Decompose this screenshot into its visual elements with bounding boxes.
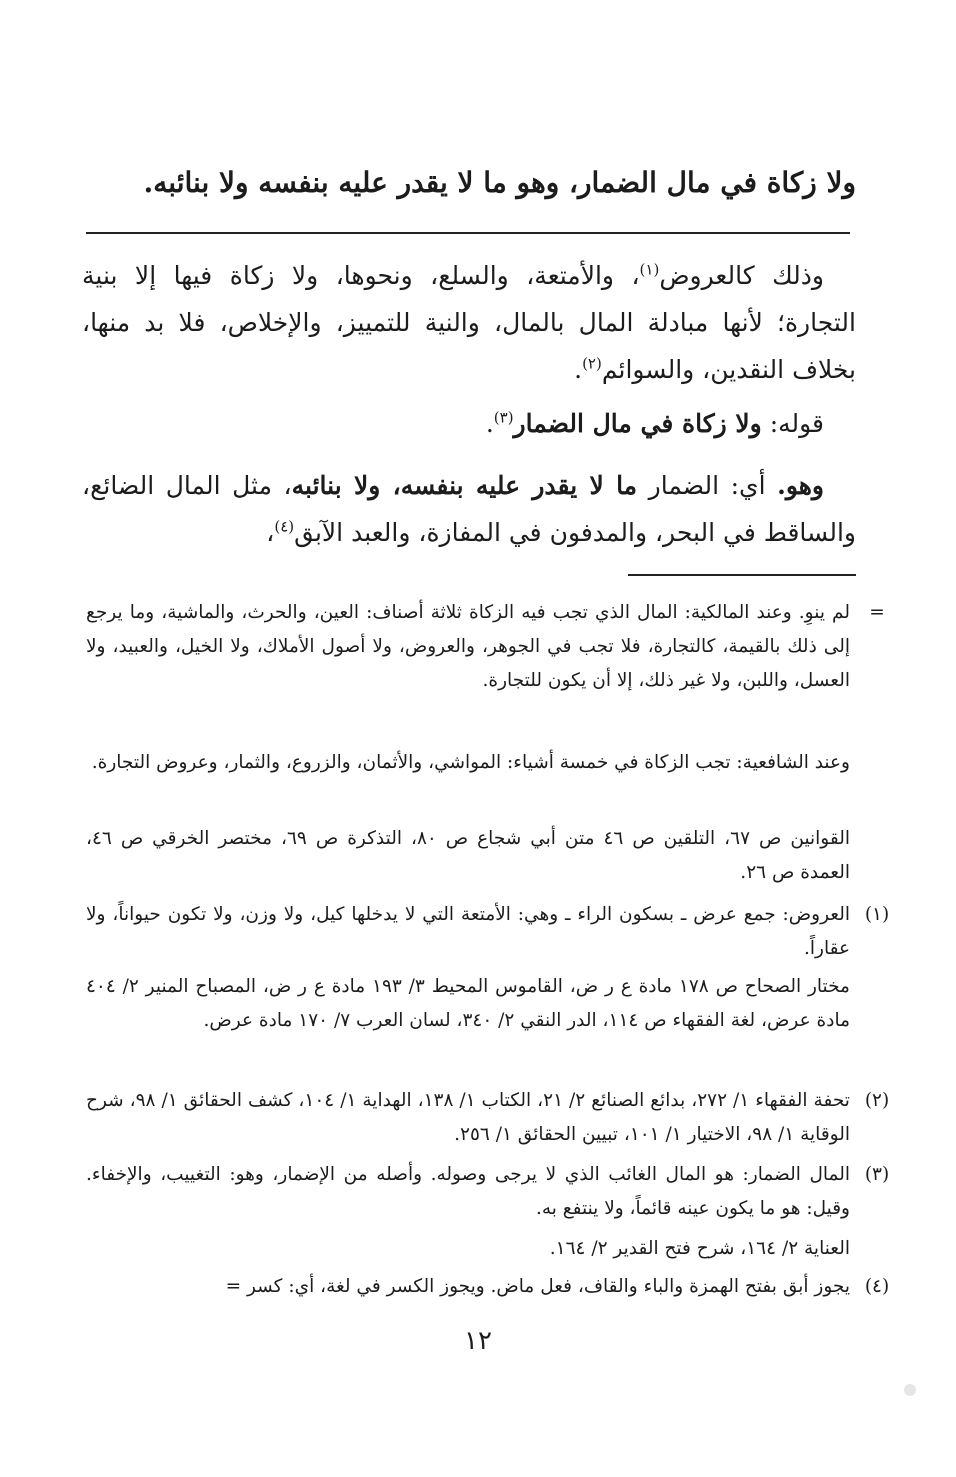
- continuation-mark: =: [869, 602, 885, 623]
- footnote-continuation-3: [86, 822, 850, 890]
- footnote-text: القوانين ص ٦٧، التلقين ص ٤٦ متن أبي شجاع ص ٨٠، التذكرة ص ٦٩، مختصر الخرقي ص ٤٦، العمدة ص ٢٦.: [86, 828, 851, 883]
- footnote-ref-4[interactable]: (٤): [274, 517, 295, 536]
- commentary-body-3: [82, 462, 856, 556]
- paragraph-text: ، مثل المال الضائع، والساقط في البحر، والمدفون في المفازة، والعبد الآبق: [82, 471, 856, 547]
- footnote-text: المال الضمار: هو المال الغائب الذي لا يرجى وصوله. وأصله من الإضمار، وهو: التغييب، والإخفاء. وقيل: هو ما يكون عينه قائماً، ولا ينتفع به.: [86, 1164, 850, 1219]
- footnote-text: لم ينوِ. وعند المالكية: المال الذي تجب فيه الزكاة ثلاثة أصناف: العين، والحرث، والماشية، وما يرجع إلى ذلك بالقيمة، كالتجارة، فلا تجب في الجوهر، والعروض، ولا أصول الأملاك، ولا الخيل، والعبيد، ولا العسل، واللبن، ولا غير ذلك، إلا أن يكون للتجارة.: [86, 602, 850, 691]
- footnote-3: [86, 1158, 890, 1226]
- commentary-paragraph-1: [82, 252, 856, 393]
- footnote-number: (٤): [864, 1276, 890, 1297]
- footnote-text: وعند الشافعية: تجب الزكاة في خمسة أشياء: المواشي، والأثمان، والزروع، والثمار، وعروض التجارة.: [91, 752, 850, 773]
- footnote-text: يجوز أبق بفتح الهمزة والباء والقاف، فعل ماض. ويجوز الكسر في لغة، أي: كسر =: [225, 1276, 850, 1297]
- paragraph-text: ، والأمتعة، والسلع، ونحوها، ولا زكاة فيها إلا بنية التجارة؛ لأنها مبادلة المال بالمال، والنية للتمييز، والإخلاص، فلا بد منها، بخلاف النقدين، والسوائم: [82, 261, 856, 384]
- footnote-number: (٢): [864, 1090, 890, 1111]
- footnote-4: [86, 1270, 890, 1304]
- paragraph-text: وذلك كالعروض: [659, 261, 824, 290]
- footnote-number: (١): [864, 904, 890, 925]
- paragraph-text: .: [574, 355, 583, 384]
- commentary-paragraph-2: [82, 400, 856, 447]
- footnote-1-sources: [86, 970, 850, 1038]
- matn-divider: [86, 232, 850, 234]
- footnote-ref-2[interactable]: (٢): [582, 354, 602, 373]
- footnote-3-sources: [86, 1232, 850, 1266]
- commentary-body: [82, 252, 856, 393]
- commentary-paragraph-3: [82, 462, 856, 556]
- matn-heading: ولا زكاة في مال الضمار، وهو ما لا يقدر عليه بنفسه ولا بنائبه.: [143, 166, 856, 199]
- footnote-text: مختار الصحاح ص ١٧٨ مادة ع ر ض، القاموس المحيط ٣/ ١٩٣ مادة ع ر ض، المصباح المنير ٢/ ٤٠٤ مادة عرض، لغة الفقهاء ص ١١٤، الدر النقي ٢/ ٣٤٠، لسان العرب ٧/ ١٧٠ مادة عرض.: [86, 976, 850, 1031]
- commentary-body-2: [82, 400, 856, 447]
- footnote-2: [86, 1084, 890, 1152]
- footnote-text: تحفة الفقهاء ١/ ٢٧٢، بدائع الصنائع ٢/ ٢١، الكتاب ١/ ١٣٨، الهداية ١/ ١٠٤، كشف الحقائق ١/ ٩٨، شرح الوقاية ١/ ٩٨، الاختيار ١/ ١٠١، تبيين الحقائق ١/ ٢٥٦.: [86, 1090, 850, 1145]
- scan-speck: [904, 1384, 916, 1396]
- footnote-continuation-2: [86, 746, 850, 780]
- paragraph-text: أي: الضمار: [637, 471, 778, 500]
- footnote-ref-3[interactable]: (٣): [493, 408, 514, 427]
- paragraph-text: قوله:: [769, 409, 824, 438]
- paragraph-text: .: [485, 409, 494, 438]
- page-number: ١٢: [464, 1326, 492, 1356]
- footnote-1: [86, 898, 890, 966]
- paragraph-text: ،: [266, 518, 275, 547]
- quoted-matn: ما لا يقدر عليه بنفسه، ولا بنائبه: [291, 471, 638, 500]
- quoted-matn: وهو.: [777, 471, 824, 500]
- footnote-text: العناية ٢/ ١٦٤، شرح فتح القدير ٢/ ١٦٤.: [549, 1238, 850, 1259]
- quoted-matn: ولا زكاة في مال الضمار: [513, 409, 762, 438]
- footnote-divider: [628, 574, 856, 576]
- footnote-number: (٣): [864, 1164, 890, 1185]
- footnote-ref-1[interactable]: (١): [639, 260, 660, 279]
- footnote-continuation: [86, 596, 885, 698]
- footnote-text: العروض: جمع عرض ـ بسكون الراء ـ وهي: الأمتعة التي لا يدخلها كيل، ولا وزن، ولا تكون حيواناً، ولا عقاراً.: [86, 904, 850, 959]
